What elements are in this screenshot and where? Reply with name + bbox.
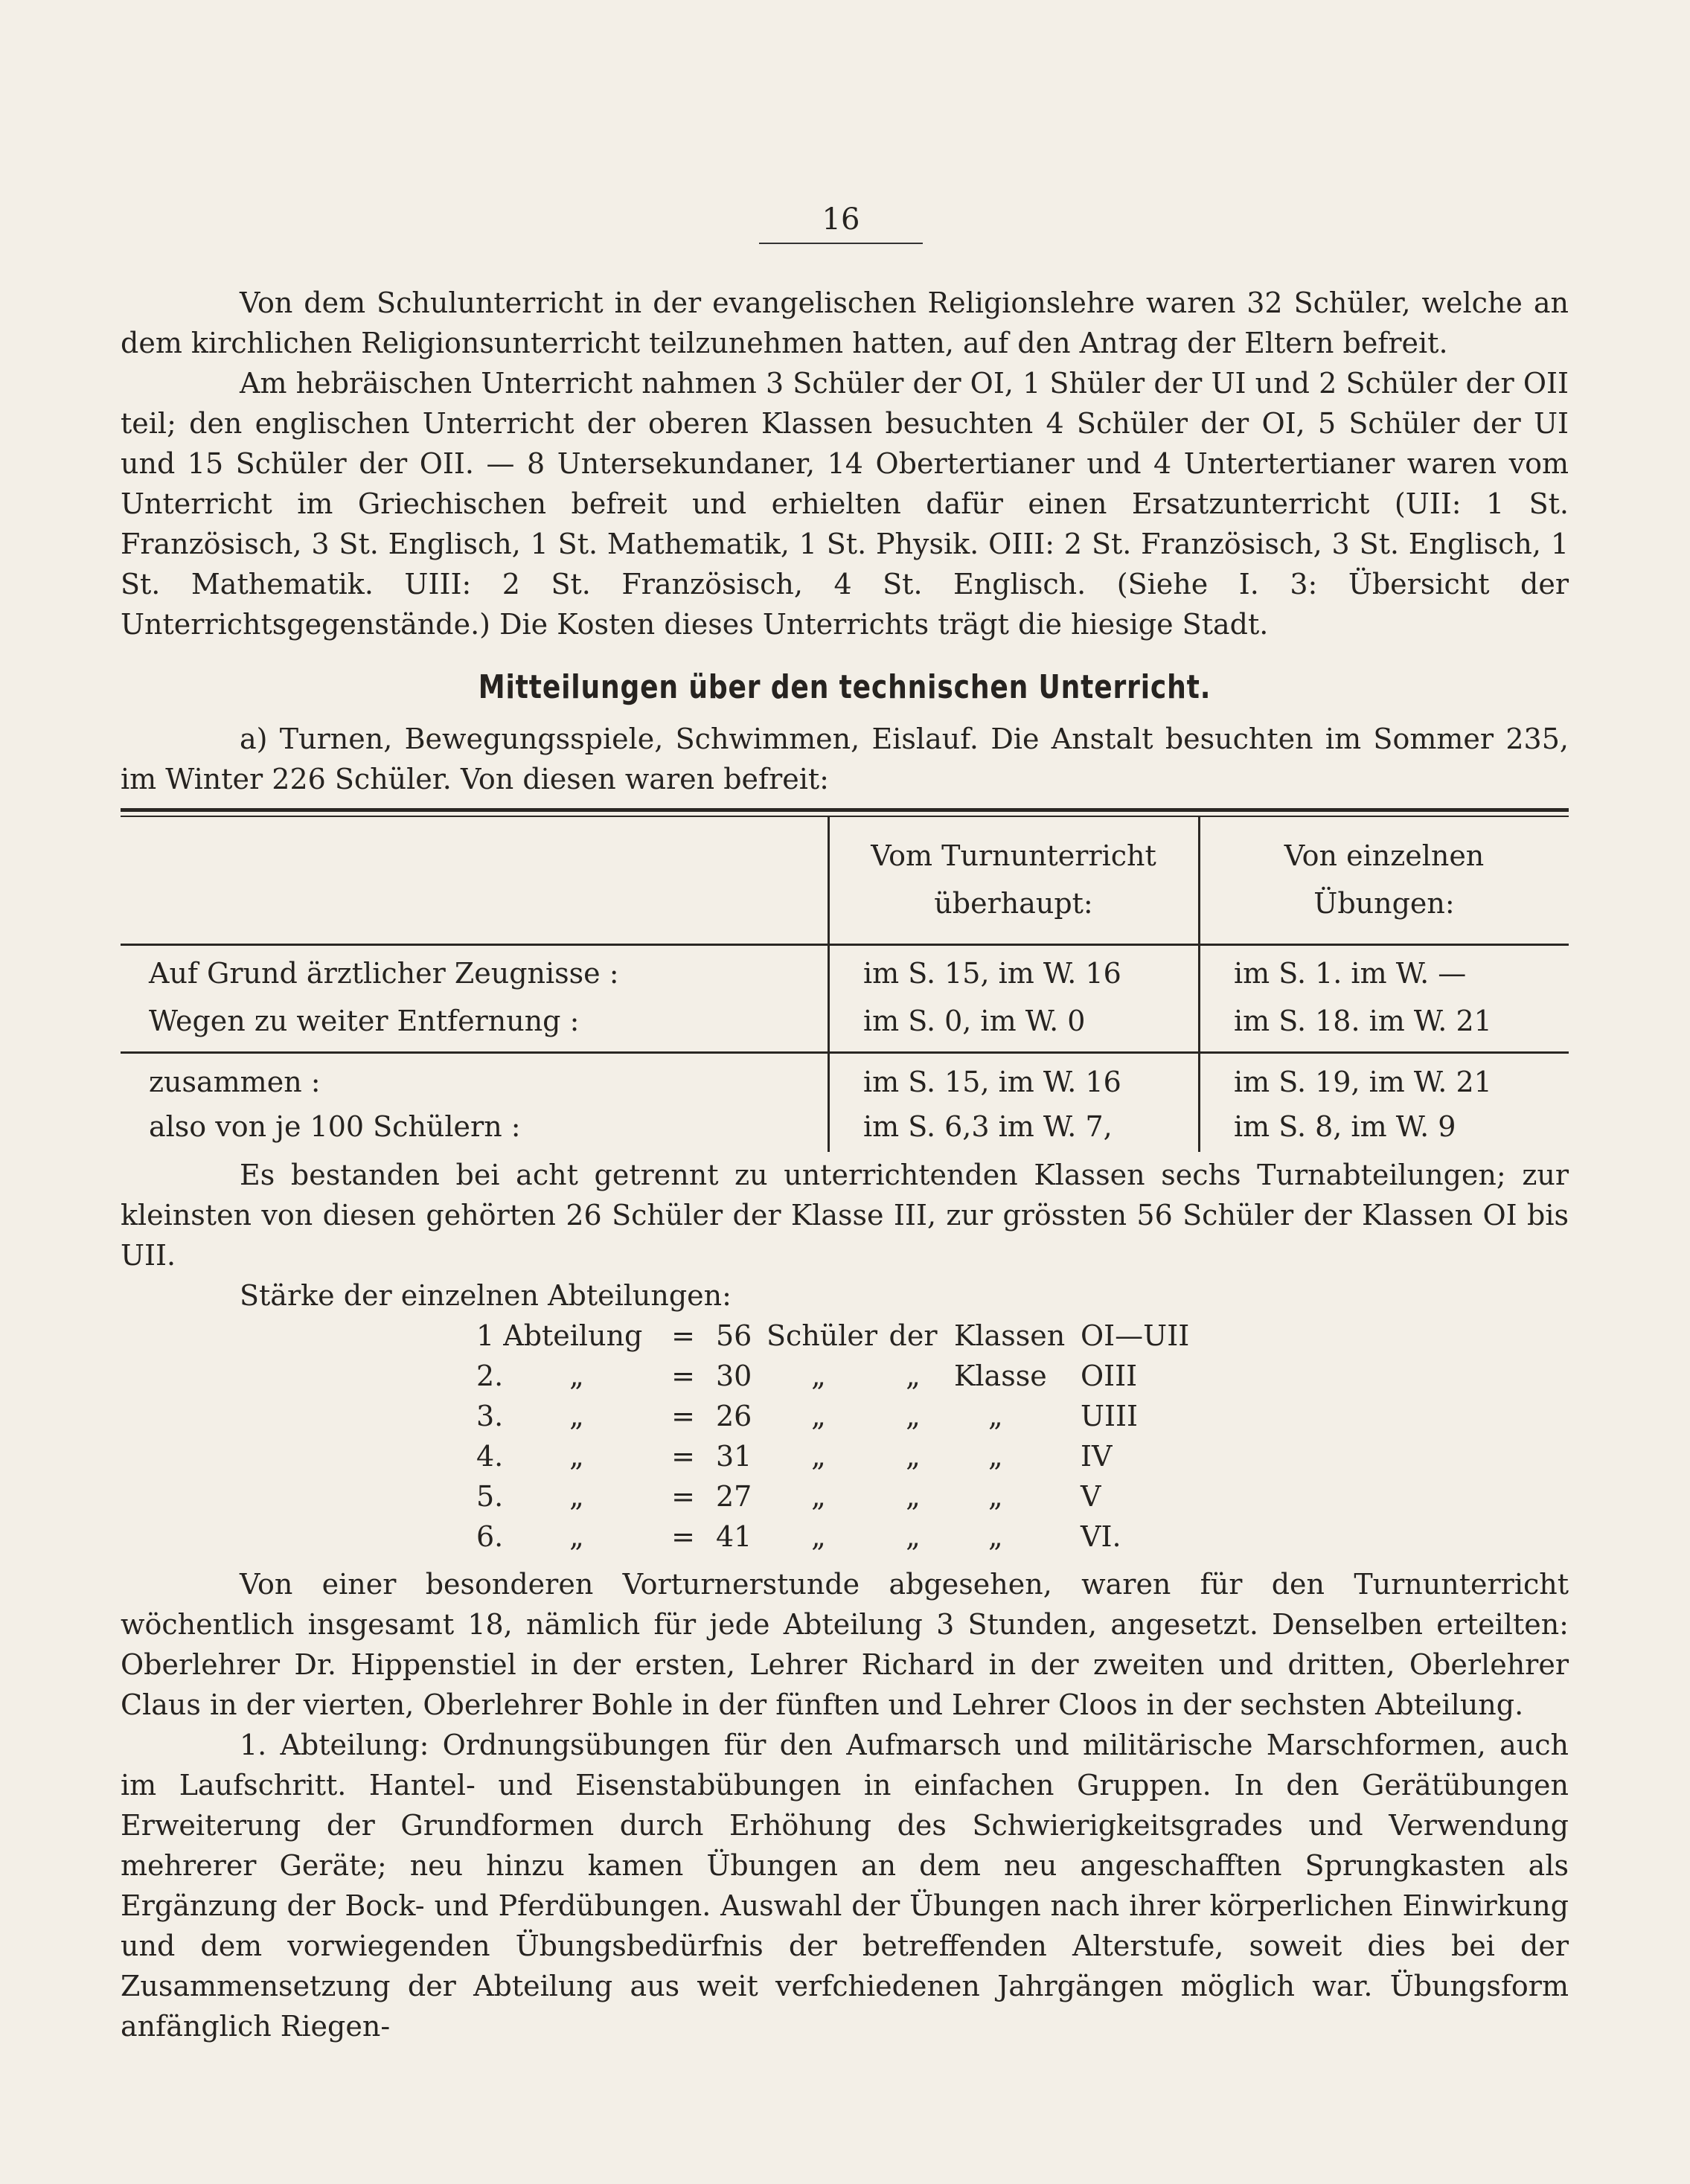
row-total-sum: im S. 15, im W. 16 — [863, 1066, 1121, 1098]
paragraph-divisions: Es bestanden bei acht getrennt zu unterrichtenden Klassen sechs Turnabteilungen; zur kleinsten von diesen gehörten 26 Schüler der Klasse III, zur grössten 56 Schüler der Klassen OI bis UII. — [121, 1159, 1569, 1272]
row-total-medical: im S. 15, im W. 16 — [863, 957, 1121, 990]
table-divider-2c — [1198, 1054, 1200, 1152]
table-divider-1c — [828, 1054, 830, 1152]
header-rule — [121, 944, 1569, 946]
paragraph-first-division: 1. Abteilung: Ordnungsübungen für den Aufmarsch und militärische Marschformen, auch im Laufschritt. Hantel- und Eisenstabübungen in einfachen Gruppen. In den Gerätübungen Erweiterung der Grundformen durch Erhöhung des Schwierigkeitsgrades und Verwendung mehrerer Geräte; neu hinzu kamen Übungen an dem neu angeschafften Sprungkasten als Ergänzung der Bock- und Pferdübungen. Auswahl der Übungen nach ihrer körperlichen Einwirkung und dem vorwiegenden Übungsbedürfnis der betreffenden Alterstufe, soweit dies bei der Zusammensetzung der Abteilung aus weit verfchiedenen Jahrgängen möglich war. Übungsform anfänglich Riegen- — [121, 1729, 1569, 2043]
after-table-text — [121, 1155, 1569, 1316]
paragraph-teachers: Von einer besonderen Vorturnerstunde abgesehen, waren für den Turnunterricht wöchentlich insgesamt 18, nämlich für jede Abteilung 3 Stunden, angesetzt. Denselben erteilten: Oberlehrer Dr. Hippenstiel in der ersten, Lehrer Richard in der zweiten und dritten, Oberlehrer Claus in der vierten, Oberlehrer Bohle in der fünften und Lehrer Cloos in der sechsten Abteilung. — [121, 1568, 1569, 1721]
row-partial-sum: im S. 19, im W. 21 — [1234, 1066, 1492, 1098]
page-number: 16 — [822, 202, 860, 237]
division-w2-col: der „ „ „ „ „ — [889, 1319, 938, 1553]
paragraph-language-exemption: Am hebräischen Unterricht nahmen 3 Schüler der OI, 1 Shüler der UI und 2 Schüler der OII teil; den englischen Unterricht der oberen Klassen besuchten 4 Schüler der OI, 5 Schüler der UI und 15 Schüler der OII. — 8 Untersekundaner, 14 Obertertianer und 4 Untertertianer waren vom Unterricht im Griechischen befreit und erhielten dafür einen Ersatzunterricht (UII: 1 St. Französisch, 3 St. Englisch, 1 St. Mathematik, 1 St. Physik. OIII: 2 St. Französisch, 3 St. Englisch, 1 St. Mathematik. UIII: 2 St. Französisch, 4 St. Englisch. (Siehe I. 3: Übersicht der Unterrichtsgegenstände.) Die Kosten dieses Unterrichts trägt die hiesige Stadt. — [121, 367, 1569, 641]
row-partial-percent: im S. 8, im W. 9 — [1234, 1110, 1456, 1143]
division-no-col: 1 Abteilung 2. 3. 4. 5. 6. — [476, 1319, 643, 1553]
division-eq-col: = = = = = = — [671, 1319, 695, 1553]
division-w3-col: Klassen Klasse „ „ „ „ — [954, 1319, 1066, 1553]
section-intro — [121, 719, 1569, 799]
table-divider-2a — [1198, 817, 1200, 944]
table-divider-2b — [1198, 946, 1200, 1051]
row-label-sum: zusammen : — [149, 1066, 321, 1098]
division-class-col: OI—UII OIII UIII IV V VI. — [1081, 1319, 1190, 1553]
division-w1-col: Schüler „ „ „ „ „ — [766, 1319, 878, 1553]
row-label-medical: Auf Grund ärztlicher Zeugnisse : — [149, 957, 619, 990]
intro-text — [121, 283, 1569, 644]
paragraph-division-strength: Stärke der einzelnen Abteilungen: — [240, 1279, 732, 1312]
table-top-rule-thin — [121, 816, 1569, 817]
row-total-percent: im S. 6,3 im W. 7, — [863, 1110, 1113, 1143]
row-label-distance: Wegen zu weiter Entfernung : — [149, 1005, 580, 1037]
header-total-exemption: Vom Turnunterricht überhaupt: — [871, 839, 1156, 920]
row-total-distance: im S. 0, im W. 0 — [863, 1005, 1086, 1037]
division-count-col: 56 30 26 31 27 41 — [716, 1319, 752, 1553]
section-heading: Mitteilungen über den technischen Unterricht. — [478, 668, 1212, 706]
row-partial-medical: im S. 1. im W. — — [1234, 957, 1467, 990]
table-divider-1a — [828, 817, 830, 944]
closing-text — [121, 1564, 1569, 2046]
row-label-percent: also von je 100 Schülern : — [149, 1110, 521, 1143]
table-divider-1b — [828, 946, 830, 1051]
division-ditto-col: „ „ „ „ „ — [569, 1360, 584, 1553]
row-partial-distance: im S. 18. im W. 21 — [1234, 1005, 1492, 1037]
header-partial-exemption: Von einzelnen Übungen: — [1284, 839, 1485, 920]
paragraph-attendance: a) Turnen, Bewegungsspiele, Schwimmen, Eislauf. Die Anstalt besuchten im Sommer 235, im Winter 226 Schüler. Von diesen waren befreit: — [121, 723, 1569, 795]
subtotal-rule — [121, 1051, 1569, 1054]
paragraph-religion-exemption: Von dem Schulunterricht in der evangelischen Religionslehre waren 32 Schüler, welche an dem kirchlichen Religionsunterricht teilzunehmen hatten, auf den Antrag der Eltern befreit. — [121, 286, 1569, 359]
table-top-rule — [121, 808, 1569, 812]
page-number-rule — [759, 243, 923, 244]
